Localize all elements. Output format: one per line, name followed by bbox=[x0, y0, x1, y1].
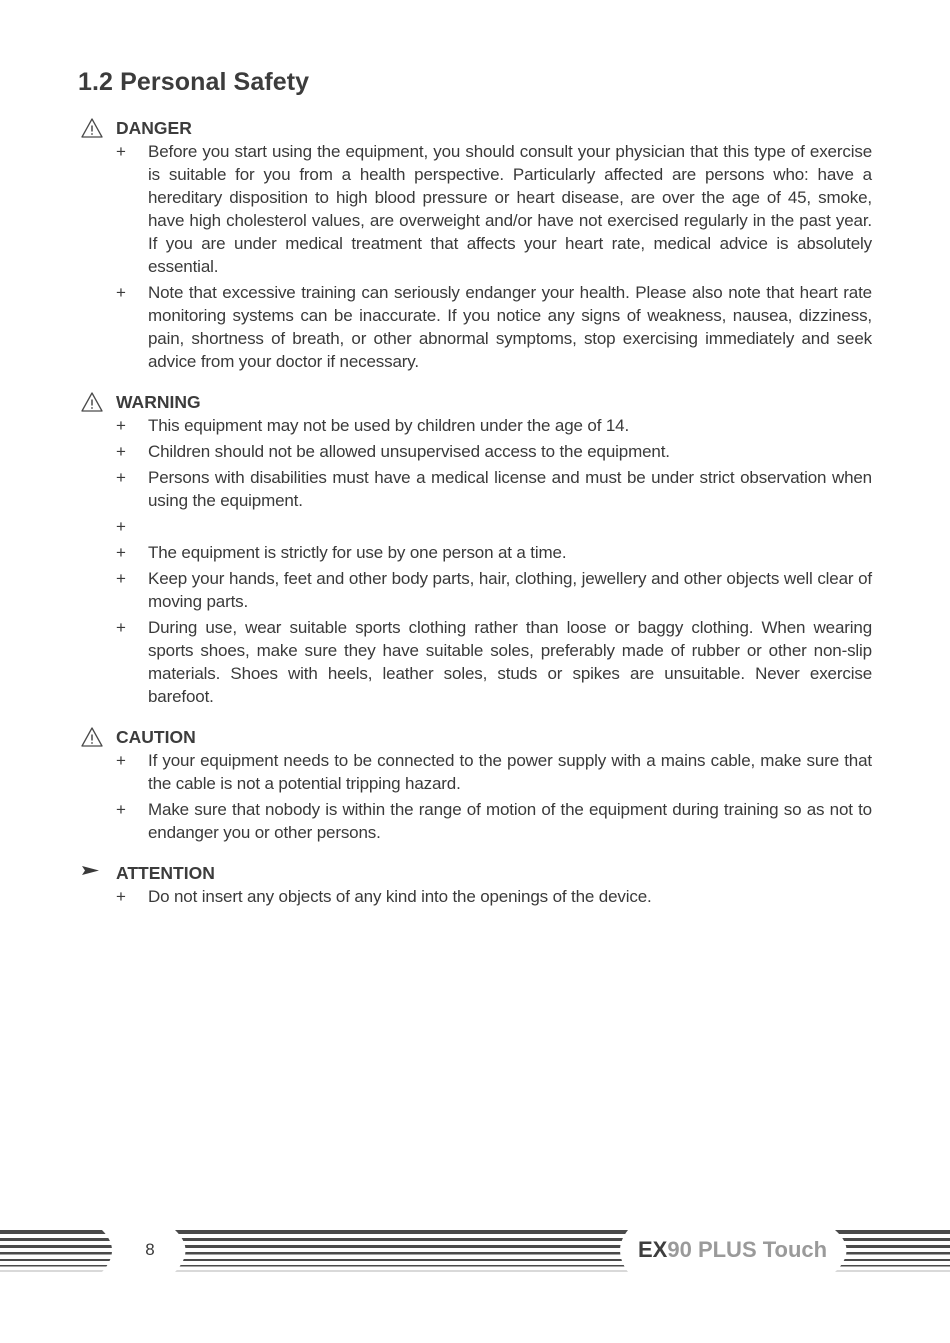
list-item bbox=[80, 440, 872, 463]
list-item bbox=[80, 616, 872, 708]
list-item-text: Make sure that nobody is within the range of motion of the equipment during training so as not to endanger you or other persons. bbox=[148, 800, 872, 842]
bullet-marker: + bbox=[116, 887, 126, 906]
brand-logo bbox=[638, 1237, 827, 1263]
bullet-marker: + bbox=[116, 442, 126, 461]
list-item-text: The equipment is strictly for use by one person at a time. bbox=[148, 543, 567, 562]
bullet-marker: + bbox=[116, 800, 126, 819]
brand-prefix: EX bbox=[638, 1237, 668, 1262]
brand-suffix: 90 PLUS Touch bbox=[667, 1237, 828, 1262]
bullet-marker: + bbox=[116, 283, 126, 302]
bullet-marker: + bbox=[116, 142, 126, 161]
list-item-text: Persons with disabilities must have a medical license and must be under strict observation when using the equipment. bbox=[148, 468, 872, 510]
bullet-marker: + bbox=[116, 751, 126, 770]
section-label: CAUTION bbox=[116, 727, 196, 747]
bullet-marker: + bbox=[116, 618, 126, 637]
warning-triangle-icon bbox=[80, 391, 104, 413]
list-item bbox=[80, 414, 872, 437]
list-item bbox=[80, 885, 872, 908]
section-warning bbox=[80, 391, 872, 708]
list-item bbox=[80, 140, 872, 278]
warning-triangle-icon bbox=[80, 726, 104, 748]
list-item-text: During use, wear suitable sports clothing rather than loose or baggy clothing. When wearing sports shoes, make sure they have suitable soles, preferably made of rubber or other non-slip materials. Shoes with heels, leather soles, studs or spikes are unsuitable. Never exercise barefoot. bbox=[148, 618, 872, 706]
safety-content bbox=[80, 117, 872, 926]
page-number: 8 bbox=[145, 1240, 155, 1259]
list-item-text: Before you start using the equipment, you should consult your physician that this type of exercise is suitable for you from a health perspective. Particularly affected are persons who: have a hereditary disposition to high blood pressure or heart disease, are over the age of 45, smoke, have high cholesterol values, are overweight and/or have not exercised regularly in the past year. If you are under medical treatment that affects your heart rate, medical advice is absolutely essential. bbox=[148, 142, 872, 276]
list-item-text: Children should not be allowed unsupervised access to the equipment. bbox=[148, 442, 670, 461]
section-label: DANGER bbox=[116, 118, 192, 138]
list-item-text: If your equipment needs to be connected to the power supply with a mains cable, make sure that the cable is not a potential tripping hazard. bbox=[148, 751, 872, 793]
list-item bbox=[80, 541, 872, 564]
list-item bbox=[80, 798, 872, 844]
warning-triangle-icon bbox=[80, 117, 104, 139]
section-caution bbox=[80, 726, 872, 844]
bullet-marker: + bbox=[116, 517, 126, 536]
list-item-text bbox=[148, 515, 872, 538]
bullet-marker: + bbox=[116, 543, 126, 562]
bullet-marker: + bbox=[116, 468, 126, 487]
list-item bbox=[80, 281, 872, 373]
list-item bbox=[80, 749, 872, 795]
section-header bbox=[80, 862, 872, 885]
section-header bbox=[80, 117, 872, 140]
section-header bbox=[80, 726, 872, 749]
list-item bbox=[80, 466, 872, 512]
bullet-marker: + bbox=[116, 416, 126, 435]
list-item-text: Note that excessive training can seriously endanger your health. Please also note that heart rate monitoring systems can be inaccurate. If you notice any signs of weakness, nausea, dizziness, pain, shortness of breath, or other abnormal symptoms, stop exercising immediately and seek advice from your doctor if necessary. bbox=[148, 283, 872, 371]
list-item-text: Keep your hands, feet and other body parts, hair, clothing, jewellery and other objects well clear of moving parts. bbox=[148, 569, 872, 611]
section-header bbox=[80, 391, 872, 414]
section-label: ATTENTION bbox=[116, 863, 215, 883]
list-item bbox=[80, 567, 872, 613]
arrow-pointer-icon bbox=[80, 862, 104, 884]
list-item bbox=[80, 515, 872, 538]
section-attention bbox=[80, 862, 872, 908]
list-item-text: This equipment may not be used by children under the age of 14. bbox=[148, 416, 630, 435]
section-label: WARNING bbox=[116, 392, 201, 412]
list-item-text: Do not insert any objects of any kind into the openings of the device. bbox=[148, 887, 652, 906]
section-danger bbox=[80, 117, 872, 373]
bullet-marker: + bbox=[116, 569, 126, 588]
page-title: 1.2 Personal Safety bbox=[78, 68, 310, 96]
